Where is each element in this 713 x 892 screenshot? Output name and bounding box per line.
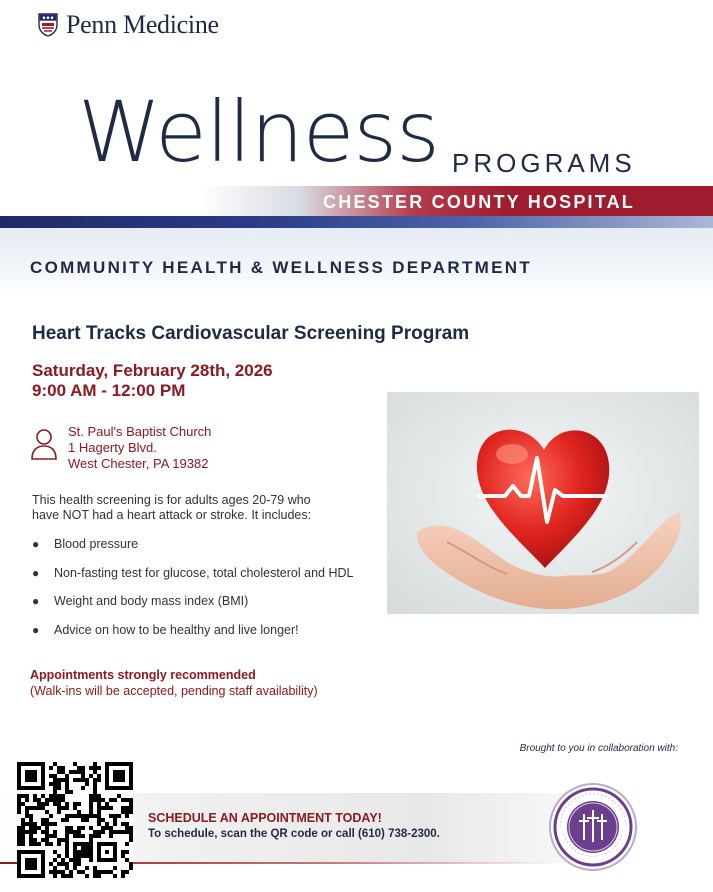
location-street: 1 Hagerty Blvd. (68, 440, 157, 455)
intro-line-2: have NOT had a heart attack or stroke. It includes: (32, 508, 312, 522)
qr-code[interactable] (17, 762, 133, 878)
bullet-icon: ● (32, 622, 40, 637)
list-item: ● Non-fasting test for glucose, total cholesterol and HDL (32, 565, 354, 580)
list-item: ● Advice on how to be healthy and live longer! (32, 622, 299, 637)
department-name: COMMUNITY HEALTH & WELLNESS DEPARTMENT (30, 258, 532, 277)
list-item: ● Weight and body mass index (BMI) (32, 594, 249, 609)
event-time: 9:00 AM - 12:00 PM (32, 381, 186, 400)
program-title: Heart Tracks Cardiovascular Screening Program (32, 323, 470, 344)
church-seal-logo (548, 782, 638, 872)
title-programs: PROGRAMS (452, 148, 636, 178)
title-wellness: Wellness (78, 83, 439, 181)
location-name: St. Paul's Baptist Church (68, 424, 212, 439)
bullet-icon: ● (32, 565, 40, 580)
heart-in-hands-image (387, 392, 699, 614)
intro-line-1: This health screening is for adults ages 20-79 who (32, 493, 311, 507)
location-address (68, 424, 211, 472)
list-item: ● Blood pressure (32, 537, 139, 552)
screening-list (32, 530, 353, 644)
person-icon (30, 428, 58, 460)
bullet-icon: ● (32, 594, 40, 609)
logo-text: Penn Medicine (66, 10, 219, 39)
navy-band (0, 216, 713, 228)
walkins-notice: (Walk-ins will be accepted, pending staff availability) (30, 684, 318, 698)
cta-title: SCHEDULE AN APPOINTMENT TODAY! (148, 811, 382, 825)
event-date: Saturday, February 28th, 2026 (32, 361, 273, 380)
cta-text: To schedule, scan the QR code or call (610) 738-2300. (148, 828, 440, 840)
screening-intro (32, 493, 352, 523)
appointments-notice: Appointments strongly recommended (30, 668, 256, 682)
penn-medicine-logo (38, 10, 219, 40)
location-city: West Chester, PA 19382 (68, 456, 209, 471)
hospital-name: CHESTER COUNTY HOSPITAL (323, 192, 635, 212)
penn-shield-icon (38, 13, 58, 37)
bullet-icon: ● (32, 537, 40, 552)
collaboration-text: Brought to you in collaboration with: (519, 743, 678, 754)
